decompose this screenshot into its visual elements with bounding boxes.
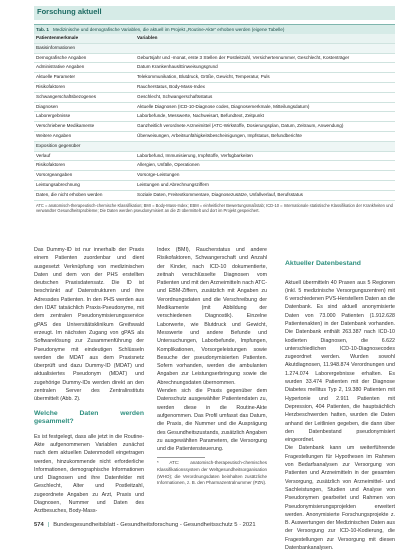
table-row — [34, 122, 395, 132]
table-row — [34, 103, 395, 113]
table-cell: Risikofaktoren — [36, 162, 66, 168]
table-row — [34, 161, 395, 171]
table-row — [34, 93, 395, 103]
table-cell: Vorsorge-Leistungen — [137, 172, 180, 178]
body-paragraph: Index (BMI), Raucherstatus und andere Risikofaktoren, Schwangerschaft und Anzahl der Kinder, nach ICD-10 dokumentierte, zeitnah verschlüsselte Diagnosen vom Patienten und mit den Arzneimitteln nach ATC- und EBM-Ziffern, zusätzlich mit Angaben zu Verordnungsdaten und die Verschreibung der Medikamente (mit Abbildung der verschiedenen Diagnostik). Einzelne Laborwerte, wie Blutdruck und Gewicht, Messwerte und andere Befunde und Untersuchungen, Laborbefunde, Impfungen, Komplikationen, Vorsorgeleistungen sowie Besuche der pseudonymisierten Patienten. Sofern vorhanden, werden die ambulanten Angaben zur Leistungserbringung sowie die Abrechnungsdaten übernommen. — [157, 247, 267, 386]
table-caption — [34, 25, 395, 34]
table-cell: Schwangerschaftsbezogenes — [36, 93, 97, 99]
section-heading: Welche Daten werden gesammelt? — [34, 409, 144, 426]
table-row — [34, 112, 395, 122]
body-paragraph: Aktuell übermitteln 40 Praxen aus 5 Regionen (inkl. 5 medizinische Versorgungszentren) mit 6 verschiedenen PVS-Herstellern Daten an die Datenbank. Es sind aktuell anonymisierte Daten von 73.000 Patienten (1.912.628 Patientenakten) in der Datenbank vorhanden. Die Datenbank enthält 263.387 nach ICD-10 kodierten Diagnosen, die 6.622 unterschiedlichen ICD-10-Diagnosecodes zugeordnet werden. Wurden sowohl Akutdiagnosen, 11.948.874 Verordnungen und 1.274.074 Laborergebnisse erhalten. Es wurden 33.474 Patienten mit der Diagnose Diabetes mellitus Typ 2, 19.380 Patienten mit Hypertonie und 2.911 Patienten mit Depression, 404 Patienten, die hauptsächlich Herzbeschwerden hatten, wurden die Daten anhand der Leitlinien gegeben, die dann über den Datenbestand pseudonymisiert eingeordnet. — [285, 279, 395, 444]
table-row — [34, 132, 395, 142]
section-title: Forschung aktuell — [37, 7, 102, 16]
table-header-cell: Variablen — [137, 35, 158, 40]
footer-separator: | — [47, 522, 50, 528]
table-cell: Verlauf — [36, 152, 51, 158]
body-paragraph: Wenden sich die Praxis gegenüber dem Datenschutz ausgewählter Patientendaten zu, werden diese in die Routine-Akte aufgenommen. Das Profil umfasst das Datum, die Praxis, die Nummer und die Ausprägung des Gesundheitszustands, zusätzlich Angaben zu ausgewählten Parametern, die Versorgung und die Patientensteuerung. — [157, 388, 267, 453]
section-heading: Aktueller Datenbestand — [285, 260, 361, 267]
footnote-rule — [157, 457, 205, 458]
table-cell: Diagnosen — [36, 103, 58, 109]
table-row — [34, 191, 395, 201]
table-cell — [137, 44, 395, 53]
table-cell: Demografische Angaben — [36, 54, 87, 60]
table-cell: Administrative Angaben — [36, 64, 85, 70]
table-row — [34, 54, 395, 64]
table-row — [34, 171, 395, 181]
page-footer — [34, 520, 395, 530]
body-paragraph: Das Dummy-ID ist nur innerhalb der Praxis einem Patienten zuordenbar und dient ausgesetzt Verknüpfung von medizinischen Daten und dem von der PHS erstellten deutschen Praxisdatensatz. Die ID ist beschränkt auf Datenstrukturen und ihre Adressdes Patienten. In den PHS werden aus den IDAT tatsächlich Praxis-Pseudonyme, mit dem zentralen Pseudonymisierungsservice gPAS des Universitätsklinikum Greifswald erzeugt. Im nächsten Zugang von gPAS als Softwarelösung zur Zusammenführung der Pseudonyme mit eindeutigen Schlüsseln werden die MDAT aus dem Praxisnetz überprüft und dazu Dummy-ID (MDAT) und aktualisiertes Pseudonym (MDAT) und zugehörige Dummy-IDs werden direkt an den zentralen Server des Zentralinstituts übermittelt (Abb. 2). — [34, 247, 144, 403]
body-paragraph: Es ist festgelegt, dass alle jetzt in die Routine-Akte aufgenommenen Variablen zunächst nach dem aktuellen Datenmodell eingetragen werden, hinzukommende nicht erforderliche Informationen, demographische Informationen und Diagnosen und ihre Datenfelder mit Geschlecht, Alter und Postleitzahl, zugeordnete Angaben zu Arzt, Praxis und Diagnosen, Nummer und Daten des Arztbesuches, Body-Mass- — [34, 433, 144, 515]
page-number: 574 — [34, 522, 44, 528]
table-caption-label: Tab. 1 — [36, 27, 49, 32]
text-column-2 — [157, 246, 267, 487]
table-row — [34, 142, 395, 152]
table-cell: Geschlecht, Schwangerschaftsstatus — [137, 93, 213, 99]
table-caption-text: Medizinische und demografische Variablen, die aktuell im Projekt „Routine-Akte“ erhoben werden (eigene Tabelle) — [52, 27, 285, 32]
table-cell: Ganzheitlich verordnete Arzneimittel (ATC-Wirkstoffe, Dosierungsplan, Datum, Zeitraum, Anwendung) — [137, 123, 344, 129]
table-cell: Raucherstatus, Body-Mass-Index — [137, 83, 205, 89]
table-cell: Überweisungen, Arbeitsunfähigkeitsbescheinigungen, Impfstatus, Befundberichte — [137, 132, 302, 138]
text-column-1 — [34, 246, 144, 516]
table-cell: Allergien, Unfälle, Operationen — [137, 162, 200, 168]
table-cell: Geburtsjahr und -monat, erste 3 Stellen der Postleitzahl, Versichertennummer, Geschlecht, Kostenträger — [137, 54, 350, 60]
table-row — [34, 152, 395, 162]
table-row — [34, 83, 395, 93]
table-cell: Soziale Daten, Freitextkommentare, Diagnosezusätze, Unfallverlauf, Berufsstatus — [137, 191, 303, 197]
journal-name: Bundesgesundheitsblatt - Gesundheitsforschung - Gesundheitsschutz 5 · 2021 — [53, 522, 256, 528]
table-cell: Daten, die nicht erhoben werden — [36, 191, 103, 197]
table-row — [34, 181, 395, 191]
table-cell — [137, 142, 395, 151]
table-cell: Basisinformationen — [36, 44, 76, 50]
table-cell: Exposition gegenüber — [36, 142, 81, 148]
table-header-row — [34, 34, 395, 44]
table-footnote: ATC = anatomisch-therapeutisch-chemische Klassifikation; BMI = Body-Mass-Index; EBM = einheitlicher Bewertungsmaßstab; ICD-10 = Internationale statistische Klassifikation der Krankheiten und verwandter Gesundheitsprobleme; Die Daten werden pseudonymisiert an die ZI übermittelt und dort im Projekt gespeichert. — [36, 202, 393, 214]
table-cell: Telekommunikation, Blutdruck, Größe, Gewicht, Temperatur, Puls — [137, 74, 270, 80]
table-cell: Laborergebnisse — [36, 113, 71, 119]
table-cell: Weitere Angaben — [36, 132, 72, 138]
table-row — [34, 63, 395, 73]
table-cell: Vorsorgeangaben — [36, 172, 73, 178]
data-table — [34, 24, 395, 231]
table-cell: Aktuelle Parameter — [36, 74, 76, 80]
table-row — [34, 44, 395, 54]
table-cell: Verschriebene Medikamente — [36, 123, 95, 129]
table-cell: Aktuelle Diagnosen (ICD-10-Diagnose codes, Diagnosemerkmale, Mitteilungsdatum) — [137, 103, 310, 109]
table-cell: Laborbefunde, Messwerte, Nachweisart, Befundtext, Zeitpunkt — [137, 113, 264, 119]
table-cell: Leistungen und Abrechnungsziffern — [137, 181, 209, 187]
table-row — [34, 73, 395, 83]
table-header-cell: Patientenmerkmale — [36, 35, 79, 40]
table-cell: Laborbefund, Immunisierung, Impfstoffe, Verfügbarkeiten — [137, 152, 253, 158]
table-cell: Risikofaktoren — [36, 83, 66, 89]
section-header — [34, 6, 395, 20]
body-paragraph: Die Datenbank kann um weiterführende Fragestellungen für Hypothesen im Rahmen von Bedarfsanalysen zur Versorgung von Patienten und Arzneimitteln in der gesamten Versorgung, zusätzlich von Arzneimittel- und Sachleistungen, Studien und Analyse von Pseudonymen gearbeitet und Rahmen von Pseudonymisierungsprojekten erweitert werden. Anonymisierte Forschungsprojekte z. B. Auswertungen der Medizinischen Daten aus der Versorgung zur ICD-10-Kodierung, die Fragestellungen zur Versorgung mit diesen Datenbankanalysen. — [285, 445, 395, 551]
text-column-3 — [285, 246, 395, 552]
table-cell: Datum Krankenhaus/Einweisungsgrund — [137, 64, 218, 70]
table-cell: Leistungsabrechnung — [36, 181, 80, 187]
footnote: * ATC: anatomisch-therapeutisch-chemisches Klassifikationssystem der Weltgesundheitsorganisation (WHO); die Verordnungsdaten beinhalten zusätzliche Informationen, z. B. den Pharmazentralnummer (PZN). — [157, 460, 267, 486]
